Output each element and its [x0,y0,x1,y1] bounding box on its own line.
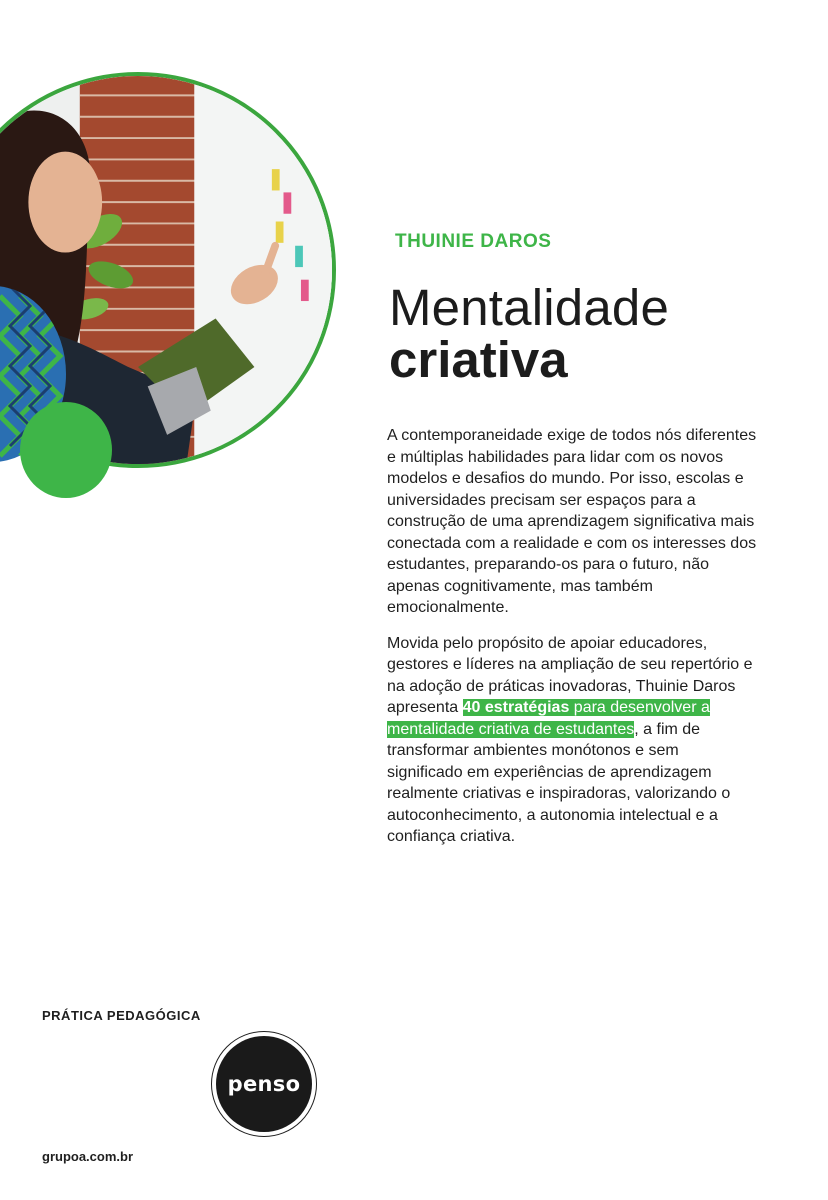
highlight-rest: para desenvolver a mentalidade criativa de estudantes [387,699,710,738]
publisher-logo [216,1036,312,1132]
para2-rest: , a fim de transformar ambientes monótonos e sem significado em experiências de aprendizagem realmente criativas e inspiradoras, valorizando o autoconhecimento, a autonomia intelectual e a confiança criativa. [387,720,731,845]
author-name: THUINIE DAROS [395,231,552,252]
publisher-logo-text: penso [227,1072,301,1096]
publisher-website: grupoa.com.br [42,1149,134,1164]
book-title-line2: criativa [389,331,568,388]
green-dot-decoration [20,402,112,498]
highlight-bold: 40 estratégias [462,699,570,716]
para2-intro: Movida pelo propósito de apoiar educadores, gestores e líderes na ampliação de seu repertório e na adoção de práticas inovadoras, Thuinie Daros apresenta [387,634,753,716]
book-title-line1: Mentalidade [389,279,670,336]
description-paragraph-2 [387,633,757,848]
category-label: PRÁTICA PEDAGÓGICA [42,1008,201,1023]
description-paragraph-1: A contemporaneidade exige de todos nós diferentes e múltiplas habilidades para lidar com os novos modelos e desafios do mundo. Por isso, escolas e universidades precisam ser espaços para a construção de uma aprendizagem significativa mais conectada com a realidade e com os interesses dos estudantes, preparando-os para o futuro, não apenas cognitivamente, mas também emocionalmente. [387,427,757,616]
book-description [387,425,757,848]
